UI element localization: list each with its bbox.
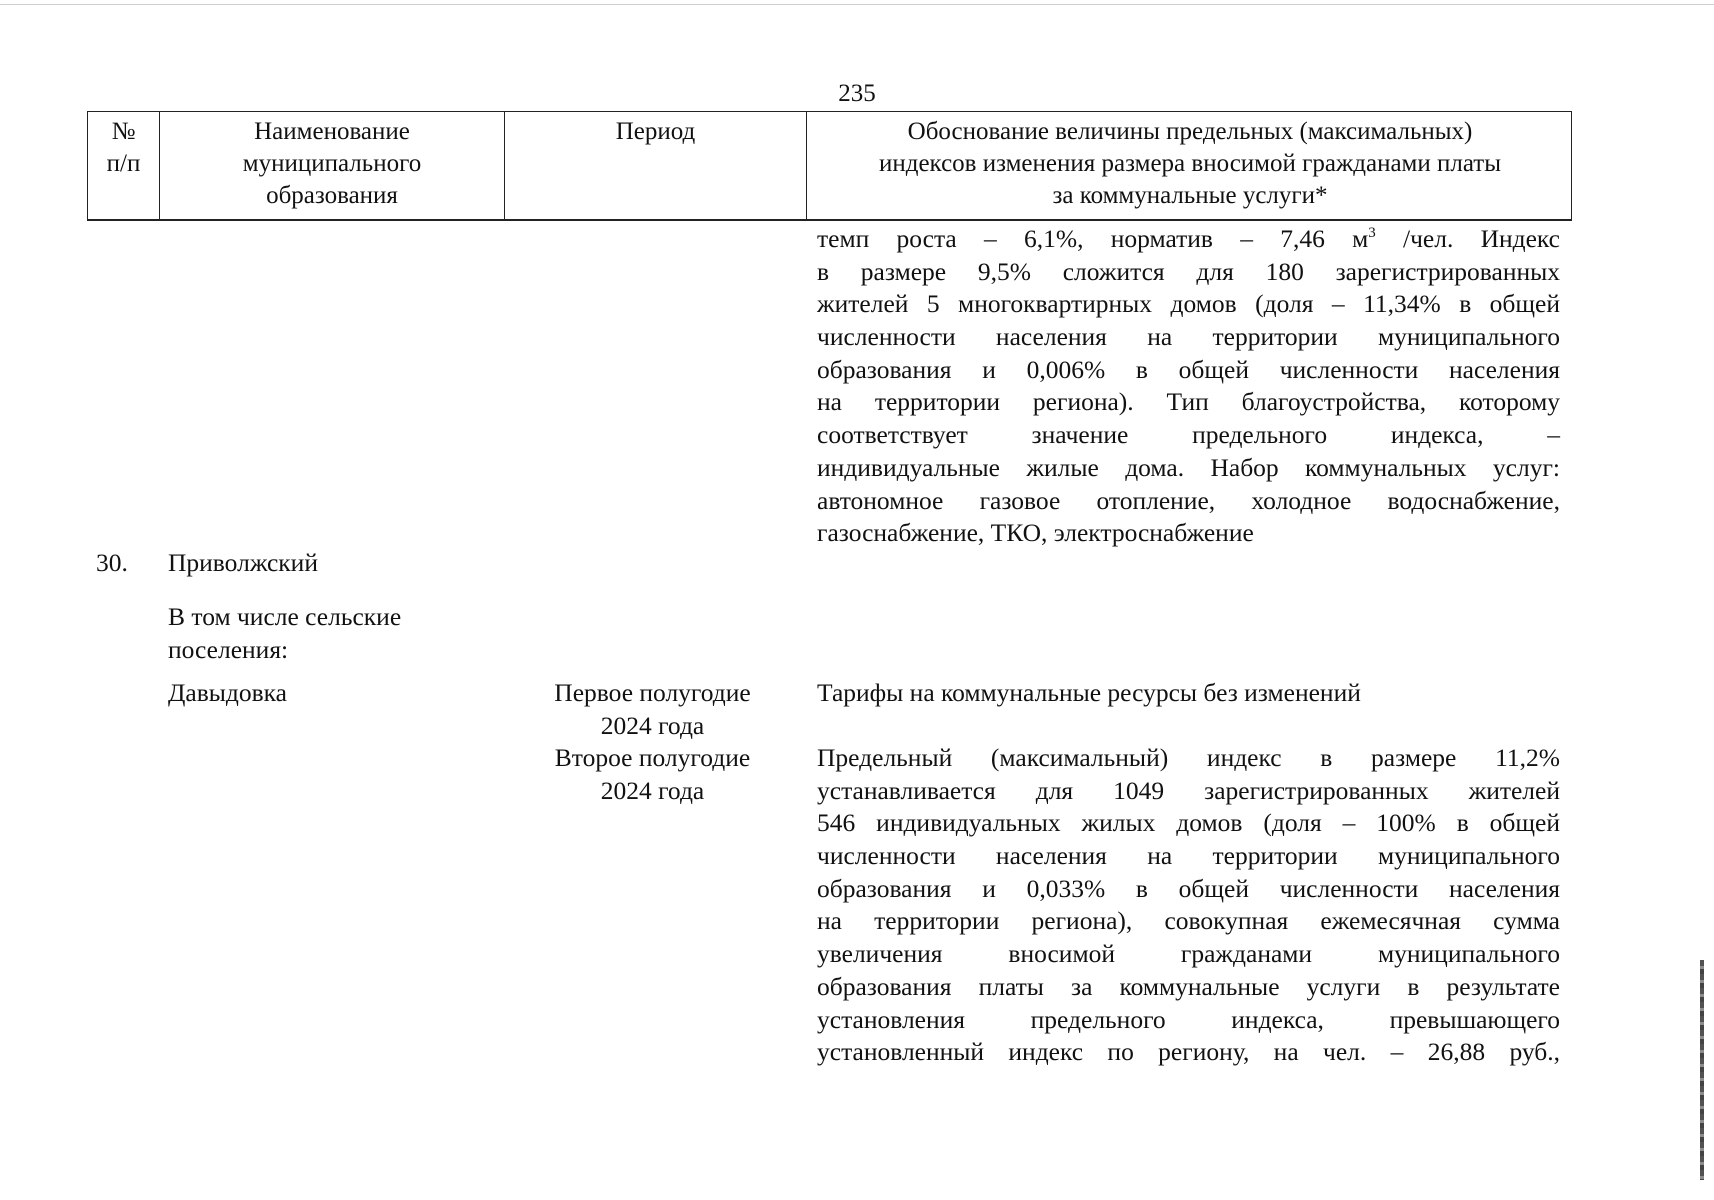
period-second-half bbox=[530, 742, 775, 807]
header-municipality-column bbox=[159, 112, 504, 219]
text-line bbox=[817, 223, 1560, 256]
tariff-note: Тарифы на коммунальные ресурсы без изменений bbox=[817, 678, 1361, 707]
text-line: образования платы за коммунальные услуги в результате bbox=[817, 971, 1560, 1001]
row-number: 30. bbox=[96, 548, 128, 577]
period-line: Второе полугодие bbox=[554, 743, 751, 772]
text-line: численности населения на территории муниципального bbox=[817, 322, 1560, 352]
text-line: жителей 5 многоквартирных домов (доля – 11,34% в общей bbox=[817, 289, 1560, 319]
including-settlements-label bbox=[168, 601, 401, 666]
text-line: численности населения на территории муниципального bbox=[817, 841, 1560, 871]
header-justification-column bbox=[806, 112, 1573, 219]
header-number-column bbox=[88, 112, 159, 219]
header-period-column bbox=[504, 112, 806, 219]
text-fragment: темп роста – 6,1%, норматив – 7,46 м bbox=[817, 224, 1369, 253]
text-line: образования и 0,033% в общей численности населения bbox=[817, 873, 1560, 903]
text-line: установления предельного индекса, превышающего bbox=[817, 1004, 1560, 1034]
text-line: установленный индекс по региону, на чел. – 26,88 руб., bbox=[817, 1037, 1560, 1067]
header-text: муниципального bbox=[242, 150, 422, 177]
header-text: индексов изменения размера вносимой гражданами платы bbox=[878, 150, 1502, 177]
text-line: образования и 0,006% в общей численности населения bbox=[817, 354, 1560, 384]
header-text: № bbox=[111, 118, 136, 145]
page-number: 235 bbox=[838, 80, 876, 107]
label-line: В том числе сельские bbox=[168, 602, 402, 631]
text-line: соответствует значение предельного индекса, – bbox=[817, 420, 1560, 450]
header-text: образования bbox=[266, 182, 398, 209]
period-line: 2024 года bbox=[600, 775, 705, 805]
text-line: индивидуальные жилые дома. Набор коммунальных услуг: bbox=[817, 452, 1560, 482]
text-line: автономное газовое отопление, холодное водоснабжение, bbox=[817, 485, 1560, 515]
text-line: устанавливается для 1049 зарегистрированных жителей bbox=[817, 775, 1560, 805]
settlement-name: Давыдовка bbox=[168, 678, 287, 707]
label-line: поселения: bbox=[168, 634, 289, 664]
period-line: 2024 года bbox=[600, 710, 705, 740]
continued-justification-text bbox=[817, 223, 1560, 550]
header-text: за коммунальные услуги* bbox=[1052, 182, 1328, 209]
text-line: в размере 9,5% сложится для 180 зарегистрированных bbox=[817, 256, 1560, 286]
table-header bbox=[87, 111, 1572, 221]
text-line: на территории региона). Тип благоустройства, которому bbox=[817, 387, 1560, 417]
superscript-3: 3 bbox=[1368, 225, 1376, 241]
municipality-name: Приволжский bbox=[168, 548, 318, 577]
header-text: Период bbox=[615, 118, 696, 145]
text-line: 546 индивидуальных жилых домов (доля – 100% в общей bbox=[817, 808, 1560, 838]
scan-top-edge bbox=[0, 4, 1714, 5]
text-line: Предельный (максимальный) индекс в размере 11,2% bbox=[817, 743, 1560, 772]
header-text: п/п bbox=[106, 150, 141, 177]
text-fragment: /чел. Индекс bbox=[1375, 224, 1560, 253]
period-first-half bbox=[530, 677, 775, 742]
text-line: газоснабжение, ТКО, электроснабжение bbox=[817, 518, 1254, 548]
period-line: Первое полугодие bbox=[554, 678, 751, 707]
header-text: Наименование bbox=[254, 118, 410, 145]
index-justification-text bbox=[817, 742, 1560, 1069]
text-line: на территории региона), совокупная ежемесячная сумма bbox=[817, 906, 1560, 936]
header-text: Обоснование величины предельных (максимальных) bbox=[907, 118, 1473, 145]
text-line: увеличения вносимой гражданами муниципального bbox=[817, 939, 1560, 969]
scan-binding-edge bbox=[1700, 960, 1704, 1180]
